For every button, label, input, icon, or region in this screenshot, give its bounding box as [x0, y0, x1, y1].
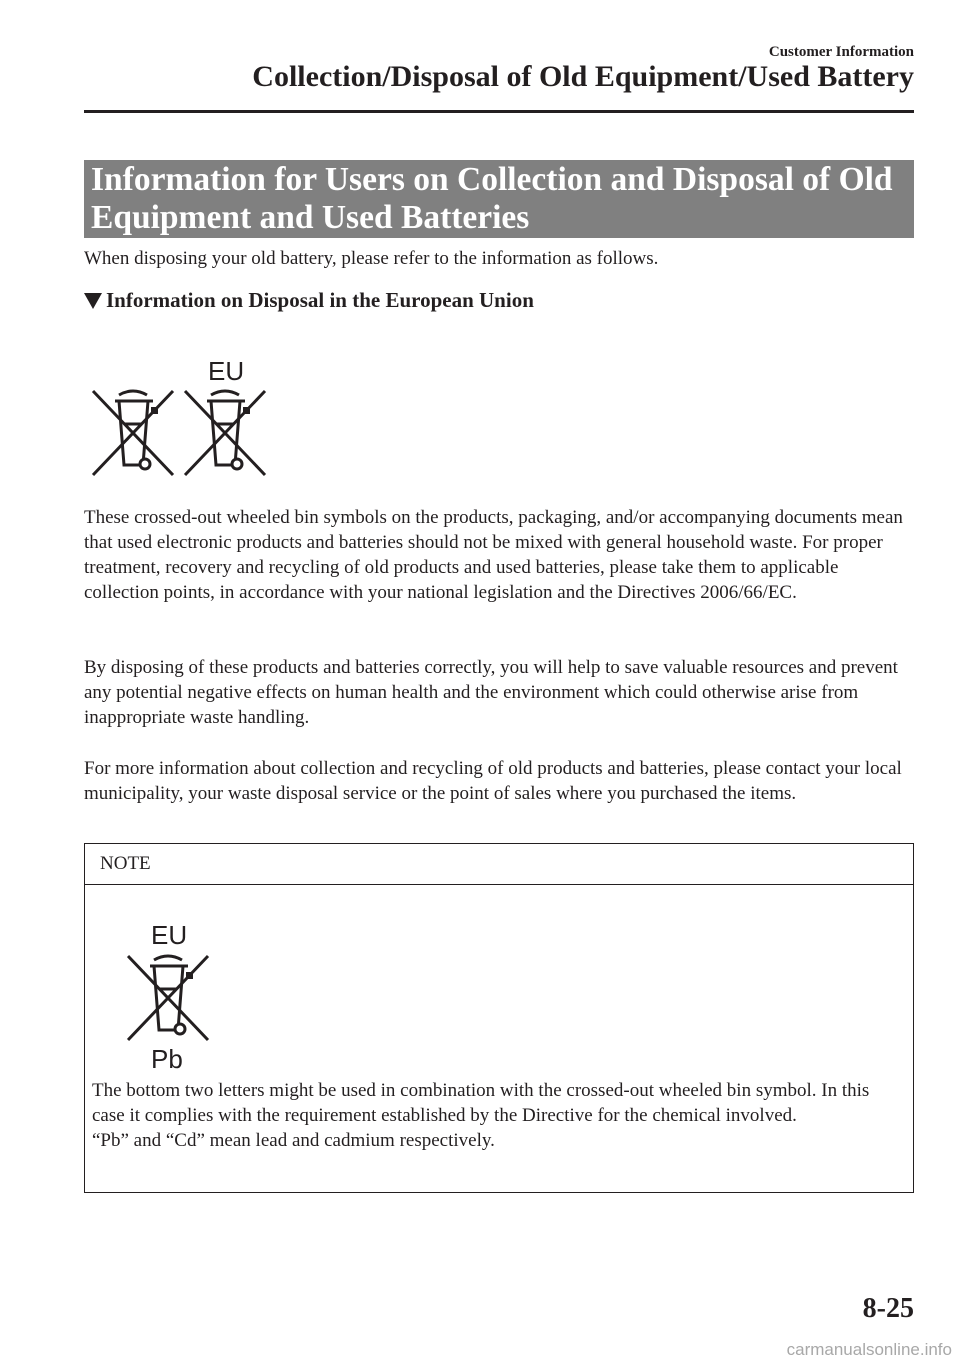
note-box: [84, 843, 914, 1193]
note-body: [92, 1078, 902, 1153]
paragraph-1: These crossed-out wheeled bin symbols on the products, packaging, and/or accompanying documents mean that used electronic products and batteries should not be mixed with general household waste. For proper treatment, recovery and recycling of old products and used batteries, please take them to applicable collection points, in accordance with your national legislation and the Directives 2006/66/EC.: [84, 507, 903, 603]
note-text-1: The bottom two letters might be used in combination with the crossed-out wheeled bin symbol. In this case it complies with the requirement established by the Directive for the chemical involved.: [92, 1080, 870, 1126]
banner-line-1: Information for Users on Collection and Disposal of Old: [91, 161, 893, 198]
crossed-out-wheeled-bin-icon-pair: [88, 355, 278, 480]
paragraph-3: For more information about collection and recycling of old products and batteries, please contact your local municipality, your waste disposal service or the point of sales where you purchased the items.: [84, 758, 902, 804]
section-banner: [84, 160, 914, 238]
page-number: 8-25: [862, 1293, 914, 1324]
note-title: NOTE: [85, 844, 913, 885]
subheading-label: Information on Disposal in the European Union: [106, 288, 534, 312]
eu-label: EU: [208, 356, 245, 386]
intro-text: When disposing your old battery, please refer to the information as follows.: [84, 248, 659, 269]
watermark: carmanualsonline.info: [786, 1340, 952, 1359]
subheading: [84, 288, 534, 313]
note-text-2: “Pb” and “Cd” mean lead and cadmium respectively.: [92, 1130, 495, 1151]
paragraph-2: By disposing of these products and batteries correctly, you will help to save valuable resources and prevent any potential negative effects on human health and the environment which could otherwise arise from inappropriate waste handling.: [84, 657, 898, 728]
banner-title: [84, 160, 914, 237]
crossed-out-wheeled-bin-icon: [185, 391, 265, 475]
crossed-out-wheeled-bin-icon: [93, 391, 173, 475]
pb-label: Pb: [151, 1044, 183, 1074]
crossed-out-wheeled-bin-icon: [128, 956, 208, 1040]
note-eu-label: EU: [151, 920, 188, 950]
triangle-bullet-icon: [84, 293, 102, 309]
header-divider: [84, 110, 914, 113]
page-title: Collection/Disposal of Old Equipment/Used Battery: [252, 60, 914, 93]
pb-crossed-out-wheeled-bin-icon: [123, 916, 223, 1076]
section-label: Customer Information: [768, 44, 914, 60]
banner-line-2: Equipment and Used Batteries: [91, 199, 530, 236]
